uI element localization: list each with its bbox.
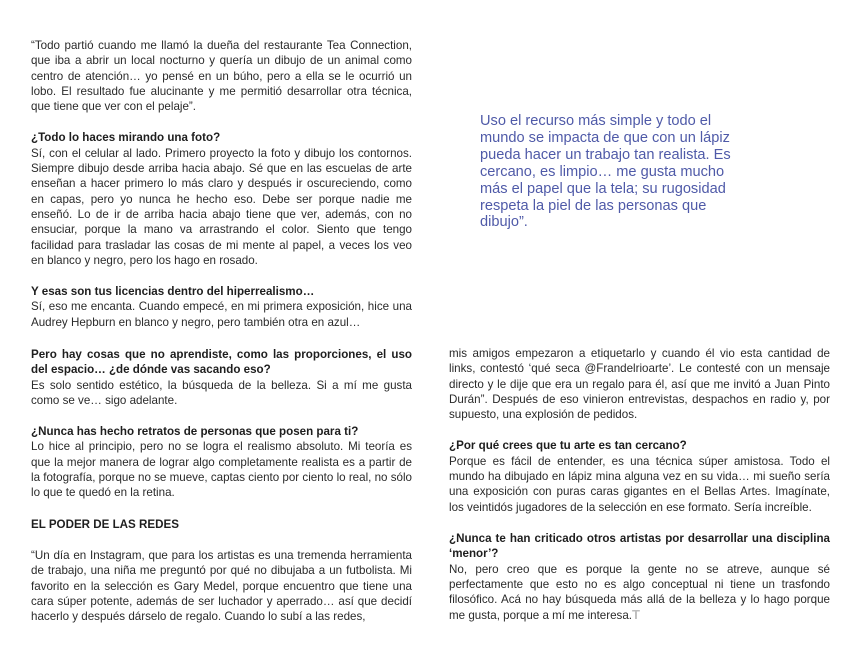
continuation-paragraph: mis amigos empezaron a etiquetarlo y cuando él vio esta cantidad de links, contestó ‘qué seca @Frandelrioarte’. Le contesté con un mensaje directo y le dije que era un regalo para él, así que me invitó a Juan Pinto Durán”. Después de eso vinieron entrevistas, despachos en radio y, por supuesto, una explosión de pedidos. (449, 347, 830, 422)
left-column (31, 38, 412, 330)
pull-quote: Uso el recurso más simple y todo el mundo se impacta de que con un lápiz pueda hacer un trabajo tan realista. Es cercano, es limpio… me gusta mucho más el papel que la tela; su rugosidad respeta la piel de las personas que dibujo”. (480, 113, 731, 231)
answer-criticism (449, 562, 830, 624)
section-heading: EL PODER DE LAS REDES (31, 517, 179, 531)
right-column (449, 346, 830, 624)
question-licenses: Y esas son tus licencias dentro del hiperrealismo… (31, 285, 315, 299)
question-photo: ¿Todo lo haces mirando una foto? (31, 131, 221, 145)
question-criticism: ¿Nunca te han criticado otros artistas por desarrollar una disciplina ‘menor’? (449, 531, 830, 561)
left-column-lower (31, 347, 412, 624)
answer-licenses: Sí, eso me encanta. Cuando empecé, en mi primera exposición, hice una Audrey Hepburn en blanco y negro, pero también otra en azul… (31, 300, 412, 329)
answer-portraits: Lo hice al principio, pero no se logra el realismo absoluto. Mi teoría es que la mejor manera de lograr algo completamente realista es a partir de la fotografía, porque no se mueve, captas ciento por ciento lo real, no sólo lo que te quedó en la retina. (31, 440, 412, 500)
intro-paragraph: “Todo partió cuando me llamó la dueña del restaurante Tea Connection, que iba a abrir un local nocturno y quería un dibujo de un animal como centro de atención… yo pensé en un búho, pero a ella se le ocurrió un lobo. El resultado fue alucinante y me permitió desarrollar otra técnica, que tiene que ver con el pelaje”. (31, 39, 412, 114)
question-portraits: ¿Nunca has hecho retratos de personas que posen para ti? (31, 425, 359, 439)
question-proportions: Pero hay cosas que no aprendiste, como las proporciones, el uso del espacio… ¿de dónde vas sacando eso? (31, 348, 412, 377)
instagram-paragraph: “Un día en Instagram, que para los artistas es una tremenda herramienta de trabajo, una niña me preguntó por qué no dibujaba a un futbolista. Mi favorito en la selección es Gary Medel, porque encuentro que tiene una cara súper potente, además de ser luchador y aperrado… así que decidí hacerlo y después dárselo de regalo. Cuando lo subí a las redes, (31, 548, 412, 624)
question-close: ¿Por qué crees que tu arte es tan cercano? (449, 439, 687, 453)
answer-close: Porque es fácil de entender, es una técnica súper amistosa. Todo el mundo ha dibujado en lápiz mina alguna vez en su vida… mi sueño sería una exposición con puras caras gigantes en el Bellas Artes. Imagínate, los veintidós jugadores de la selección en ese formato. Sería increíble. (449, 454, 830, 514)
answer-criticism-text: No, pero creo que es porque la gente no se atreve, aunque sé perfectamente que esto no es algo conceptual ni tiene un trasfondo filosófico. Acá no hay búsqueda más allá de la belleza y lo hago porque me gusta, porque a mí me interesa. (449, 562, 830, 623)
answer-proportions: Es solo sentido estético, la búsqueda de la belleza. Si a mí me gusta como se ve… sigo adelante. (31, 378, 412, 407)
answer-photo: Sí, con el celular al lado. Primero proyecto la foto y dibujo los contornos. Siempre dibujo desde arriba hacia abajo. Sé que en las escuelas de arte enseñan a hacer primero lo más claro y después ir oscureciendo, como en capas, pero yo nunca he hecho eso. Debe ser porque nadie me enseñó. Lo de ir de arriba hacia abajo tiene que ver, además, con no ensuciar, porque la mano va arrastrando el color. Siento que tengo facilidad para trasladar las cosas de mi mente al papel, a veces los veo en blanco y negro, pero los hago en rosado. (31, 146, 412, 267)
end-mark-icon: T (632, 607, 640, 623)
